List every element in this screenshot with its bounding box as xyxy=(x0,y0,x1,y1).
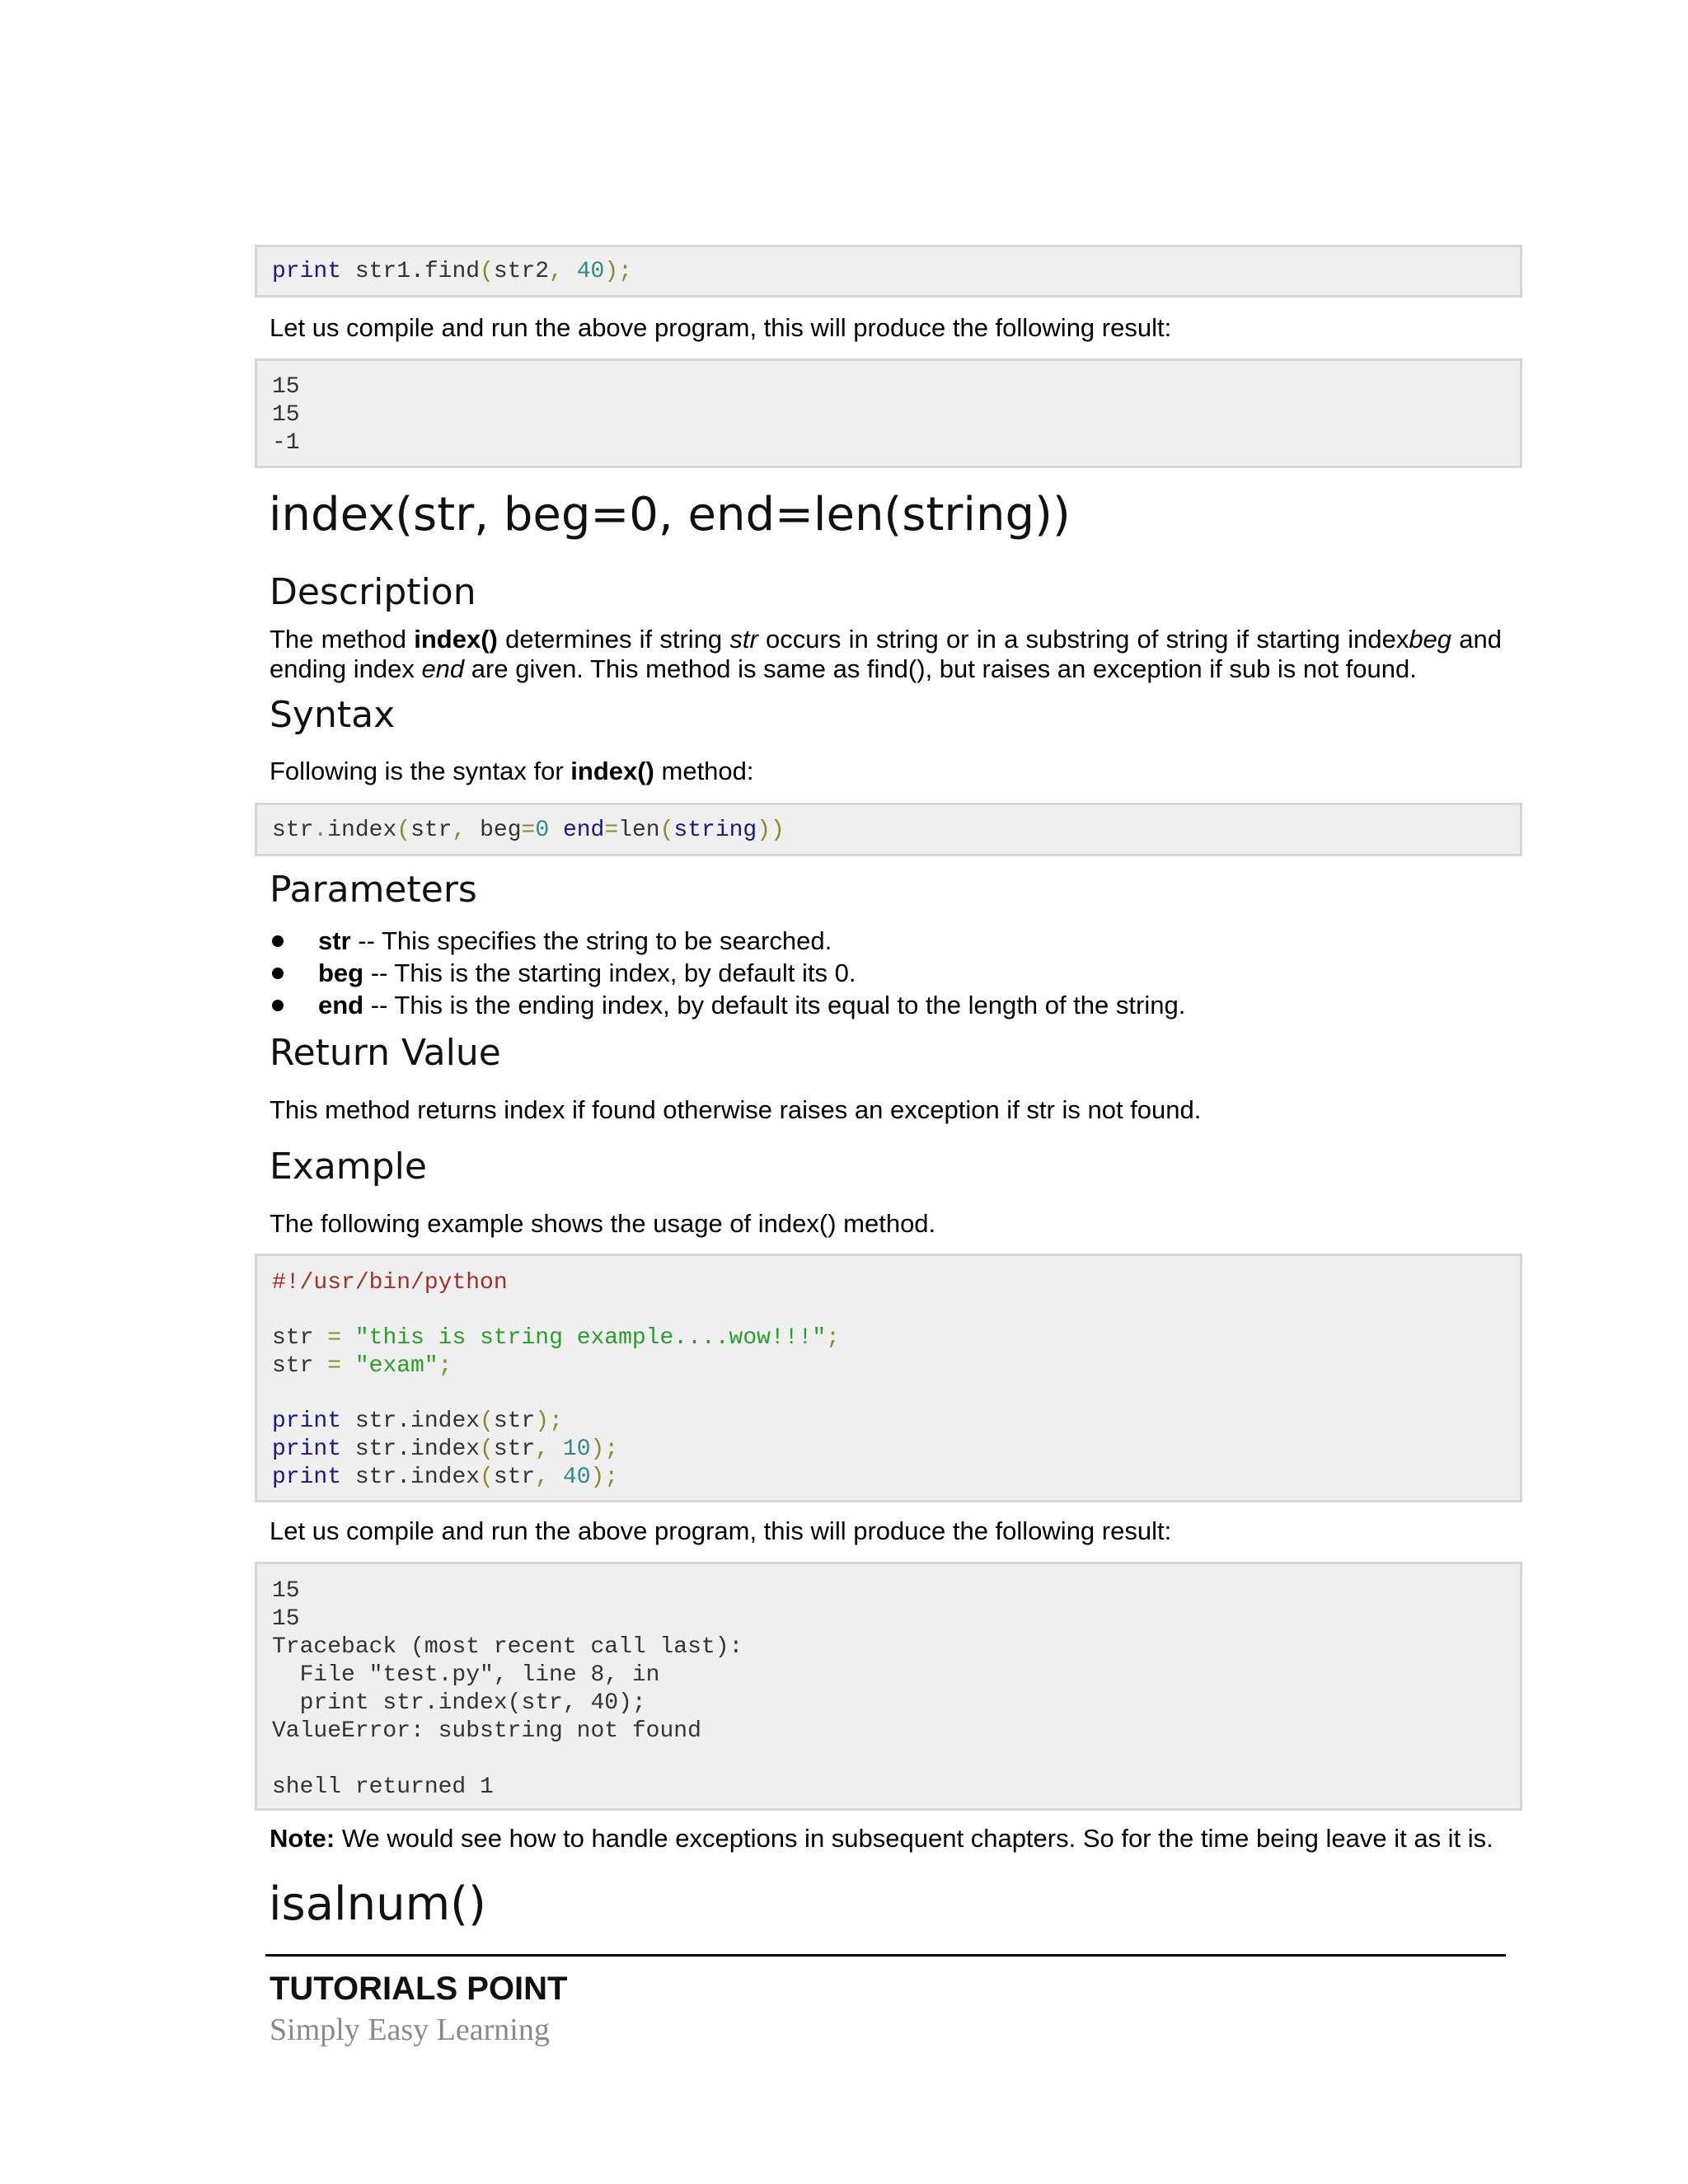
code-line: str.index(str, beg=0 end=len(string)) xyxy=(272,818,785,843)
output-line: print str.index(str, 40); xyxy=(272,1690,646,1716)
code-line: print str1.find(str2, 40); xyxy=(272,259,632,284)
note-paragraph: Note: We would see how to handle exceptions in subsequent chapters. So for the time being leave it as it is. xyxy=(270,1824,1493,1853)
description-paragraph: The method index() determines if string str occurs in string or in a substring of string if starting indexbeg and ending index end are given. This method is same as find(), but raises an exception if sub is not found. xyxy=(270,625,1502,683)
footer-divider xyxy=(265,1954,1506,1957)
section-title: index(str, beg=0, end=len(string)) xyxy=(269,488,1071,541)
code-line: #!/usr/bin/python xyxy=(272,1270,508,1296)
parameters-heading: Parameters xyxy=(270,869,477,911)
bullet-icon xyxy=(272,935,284,947)
result-intro: Let us compile and run the above program, this will produce the following result: xyxy=(270,313,1172,342)
code-line: print str.index(str, 10); xyxy=(272,1436,619,1462)
output-line: 15 xyxy=(272,374,300,400)
output-line: 15 xyxy=(272,402,300,428)
output-line: shell returned 1 xyxy=(272,1774,494,1800)
code-block-find xyxy=(255,245,1522,298)
output-line: Traceback (most recent call last): xyxy=(272,1634,743,1660)
footer-brand: TUTORIALS POINT xyxy=(270,1971,568,2007)
parameter-item: str -- This specifies the string to be searched. xyxy=(318,926,832,955)
code-line: print str.index(str, 40); xyxy=(272,1465,619,1490)
code-block-example xyxy=(255,1254,1522,1502)
code-line: print str.index(str); xyxy=(272,1408,563,1434)
return-value-heading: Return Value xyxy=(270,1032,501,1074)
return-value-text: This method returns index if found otherwise raises an exception if str is not found. xyxy=(270,1095,1202,1124)
bullet-icon xyxy=(272,968,284,979)
description-heading: Description xyxy=(270,571,476,613)
output-line: 15 xyxy=(272,1606,300,1632)
next-section-title: isalnum() xyxy=(269,1877,486,1931)
code-line: str = "this is string example....wow!!!"; xyxy=(272,1325,840,1351)
example-intro: The following example shows the usage of index() method. xyxy=(270,1209,936,1238)
output-line: ValueError: substring not found xyxy=(272,1718,701,1744)
result-intro: Let us compile and run the above program, this will produce the following result: xyxy=(270,1516,1172,1545)
output-line: -1 xyxy=(272,430,300,456)
syntax-heading: Syntax xyxy=(270,694,396,736)
example-heading: Example xyxy=(270,1146,427,1188)
output-block-1 xyxy=(255,359,1522,468)
output-line: File "test.py", line 8, in xyxy=(272,1662,660,1688)
code-line: str = "exam"; xyxy=(272,1353,452,1379)
footer-tagline: Simply Easy Learning xyxy=(270,2013,550,2047)
code-block-syntax xyxy=(255,803,1522,856)
bullet-icon xyxy=(272,1000,284,1011)
parameter-item: beg -- This is the starting index, by default its 0. xyxy=(318,958,856,987)
output-block-2 xyxy=(255,1562,1522,1811)
syntax-intro: Following is the syntax for index() method: xyxy=(270,757,754,785)
parameter-item: end -- This is the ending index, by default its equal to the length of the string. xyxy=(318,991,1186,1019)
output-line: 15 xyxy=(272,1578,300,1604)
